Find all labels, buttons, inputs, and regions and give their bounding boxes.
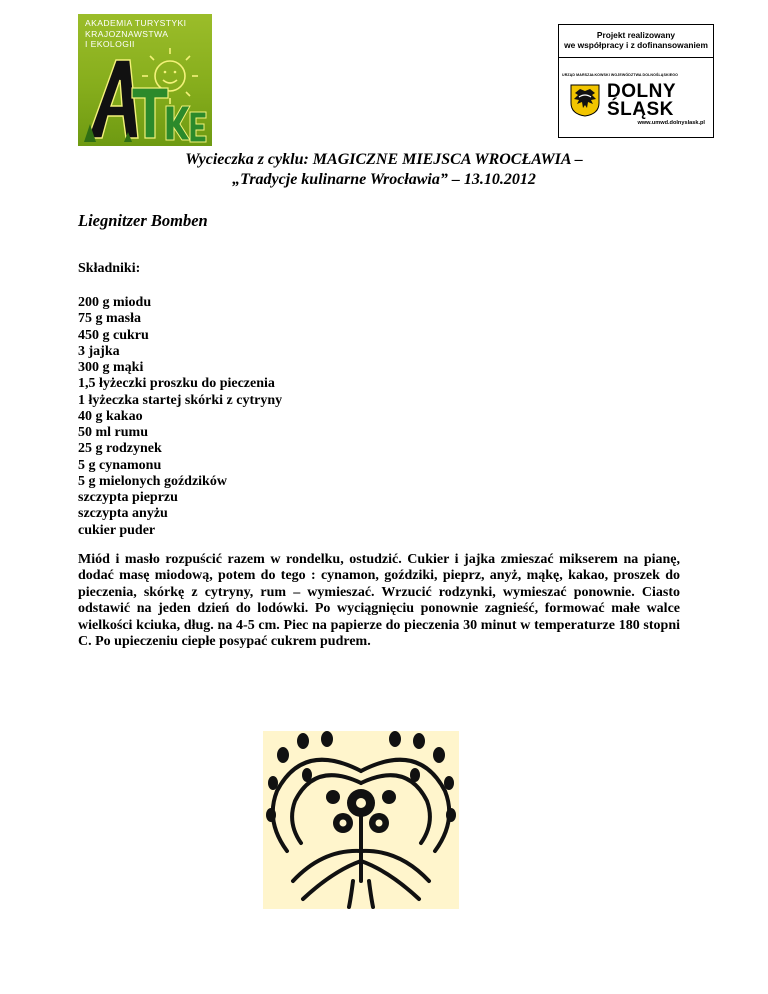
ingredients-list: [78, 295, 282, 539]
eagle-crest-icon: [569, 83, 601, 117]
atke-line-2: KRAJOZNAWSTWA: [85, 28, 169, 39]
recipe-title: Liegnitzer Bomben: [78, 211, 208, 230]
logo-divider: [559, 57, 713, 58]
art-nouveau-floral-ornament-icon: [263, 731, 459, 909]
list-item: 450 g cukru: [78, 327, 149, 343]
list-item: 40 g kakao: [78, 408, 143, 424]
list-item: szczypta pieprzu: [78, 490, 178, 505]
brand-name: [607, 83, 707, 119]
list-item: 1 łyżeczka startej skórki z cytryny: [78, 392, 283, 408]
list-item: 300 g mąki: [78, 360, 144, 375]
list-item: 75 g masła: [78, 311, 141, 327]
atke-line-3: I EKOLOGII: [85, 39, 135, 49]
dolny-slask-logo: [558, 24, 714, 138]
trip-heading: [0, 150, 768, 190]
project-line-1: Projekt realizowany: [596, 30, 676, 40]
list-item: 3 jajka: [78, 343, 120, 359]
list-item: 5 g cynamonu: [78, 457, 162, 473]
list-item: 200 g miodu: [78, 295, 152, 310]
list-item: szczypta anyżu: [78, 506, 168, 522]
floral-ornament: [263, 731, 459, 909]
list-item: 50 ml rumu: [78, 425, 148, 440]
brand-line-2: ŚLĄSK: [607, 99, 674, 120]
heading-line-1: Wycieczka z cyklu: MAGICZNE MIEJSCA WROCŁAWIA –: [185, 151, 583, 168]
project-note: [559, 30, 713, 50]
brand-line-1: DOLNY: [607, 81, 676, 102]
project-line-2: we współpracy i z dofinansowaniem: [564, 40, 708, 50]
heading-line-2: „Tradycje kulinarne Wrocławia” – 13.10.2012: [232, 171, 536, 188]
atke-line-1: AKADEMIA TURYSTYKI: [85, 18, 187, 28]
ingredients-label: Składniki:: [78, 261, 141, 276]
website-text: www.umwd.dolnyslask.pl: [637, 120, 705, 126]
method-paragraph: Miód i masło rozpuścić razem w rondelku, ostudzić. Cukier i jajka zmieszać mikserem na pianę, dodać masę miodową, potem do tego : cynamon, goździki, pieprz, anyż, mąkę, kakao, proszek do pieczenia, skórkę z cytryny, rum – wymieszać. Wrzucić rodzynki, wymieszać ponownie. Ciasto odstawić na jeden dzień do lodówki. Po wyciągnięciu ponownie zagnieść, formować małe walce wielkości kciuka, dług. na 4-5 cm. Piec na papierze do pieczenia 30 minut w temperaturze 180 stopni C. Po upieczeniu ciepłe posypać cukrem pudrem.: [78, 552, 680, 650]
office-line: URZĄD MARSZAŁKOWSKI WOJEWÓDZTWA DOLNOŚLĄSKIEGO: [562, 73, 679, 77]
list-item: cukier puder: [78, 522, 156, 538]
list-item: 1,5 łyżeczki proszku do pieczenia: [78, 376, 275, 392]
atke-logo: [78, 14, 212, 146]
list-item: 25 g rodzynek: [78, 441, 162, 457]
list-item: 5 g mielonych goździków: [78, 473, 227, 489]
